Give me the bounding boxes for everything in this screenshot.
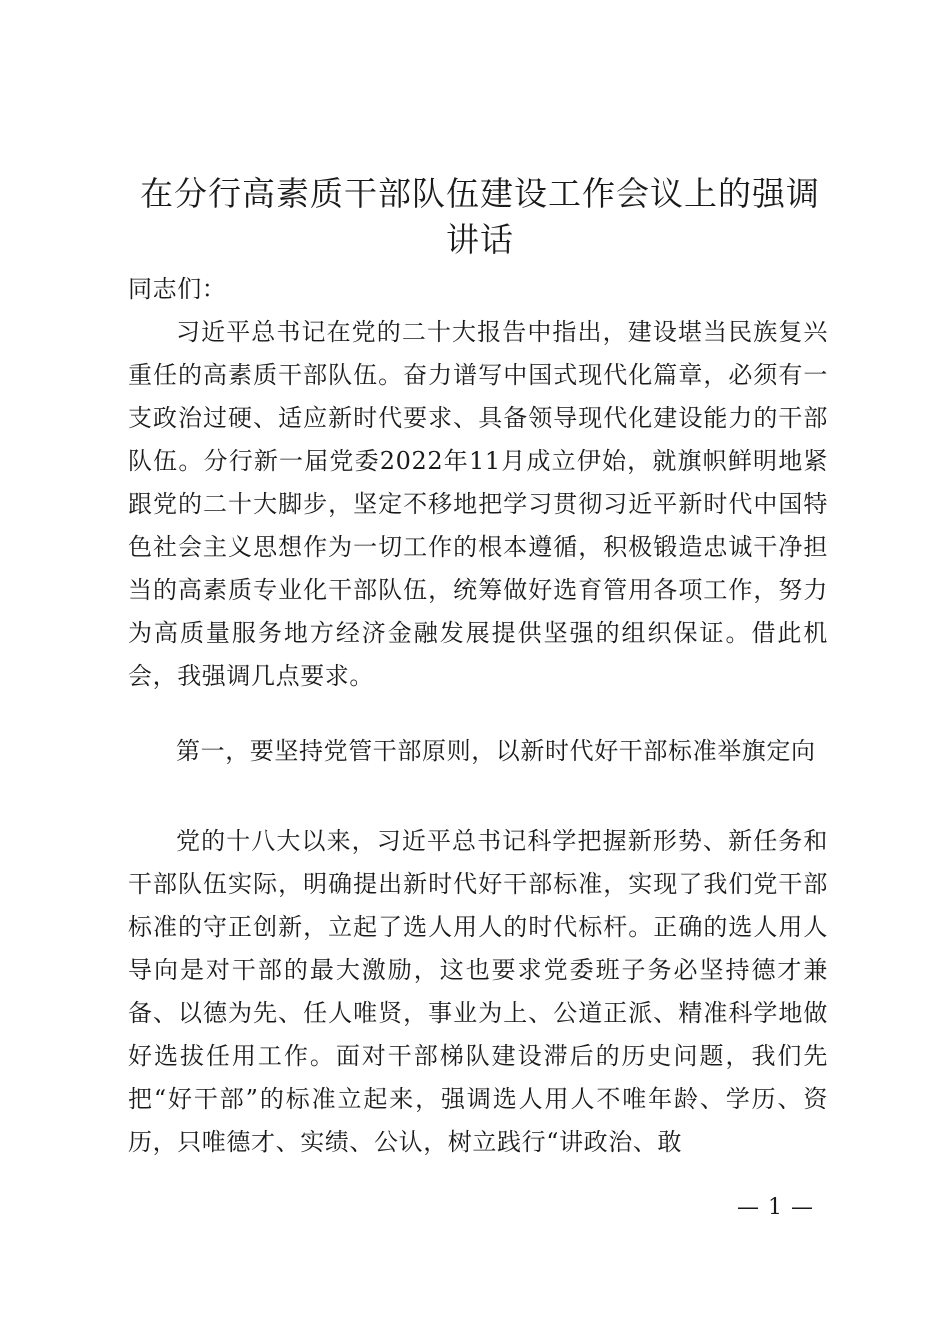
document-title-line-1: 在分行高素质干部队伍建设工作会议上的强调 bbox=[140, 174, 820, 213]
section-heading-first: 第一，要坚持党管干部原则，以新时代好干部标准举旗定向 bbox=[176, 737, 816, 765]
paragraph-section-one: 党的十八大以来，习近平总书记科学把握新形势、新任务和干部队伍实际，明确提出新时代好干部标准，实现了我们党干部标准的守正创新，立起了选人用人的时代标杆。正确的选人用人导向是对干部的最大激励，这也要求党委班子务必坚持德才兼备、以德为先、任人唯贤，事业为上、公道正派、精准科学地做好选拔任用工作。面对干部梯队建设滞后的历史问题，我们先把“好干部”的标准立起来，强调选人用人不唯年龄、学历、资历，只唯德才、实绩、公认，树立践行“讲政治、敢 bbox=[128, 827, 828, 1156]
document-title-line-2: 讲话 bbox=[446, 220, 514, 259]
page-number: — 1 — bbox=[737, 1195, 814, 1220]
salutation: 同志们： bbox=[128, 275, 227, 303]
paragraph-intro: 习近平总书记在党的二十大报告中指出，建设堪当民族复兴重任的高素质干部队伍。奋力谱写中国式现代化篇章，必须有一支政治过硬、适应新时代要求、具备领导现代化建设能力的干部队伍。分行新一届党委2022年11月成立伊始，就旗帜鲜明地紧跟党的二十大脚步，坚定不移地把学习贯彻习近平新时代中国特色社会主义思想作为一切工作的根本遵循，积极锻造忠诚干净担当的高素质专业化干部队伍，统筹做好选育管用各项工作，努力为高质量服务地方经济金融发展提供坚强的组织保证。借此机会，我强调几点要求。 bbox=[128, 318, 828, 690]
